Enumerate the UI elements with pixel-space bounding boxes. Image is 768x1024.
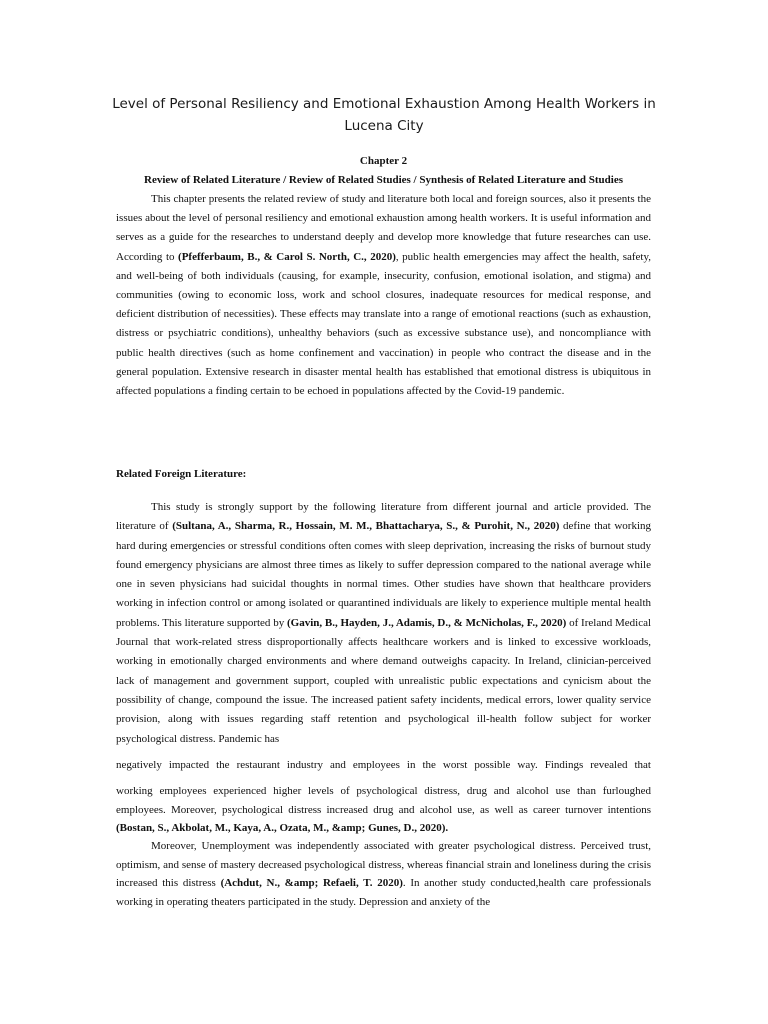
citation: (Sultana, A., Sharma, R., Hossain, M. M., Bhattacharya, S., & Purohit, N., 2020) [172, 520, 560, 533]
document-title: Level of Personal Resiliency and Emotional Exhaustion Among Health Workers in Lucena City [112, 96, 656, 134]
intro-paragraph [116, 190, 651, 401]
citation: (Achdut, N., &amp; Refaeli, T. 2020) [220, 877, 403, 890]
citation: (Pfefferbaum, B., & Carol S. North, C., 2020) [178, 250, 396, 263]
intro-text: This chapter presents the related review of study and literature both local and foreign sources, also it presents the issues about the level of personal resiliency and emotional exhaustion among health workers. It is useful information and serves as a guide for the researches to understand deeply and develop more knowledge that future researches can use. According to [116, 193, 651, 263]
foreign-paragraph-1-end [116, 782, 651, 838]
paragraph-text: This study is strongly support by the following literature from different journal and article provided. The literature of [116, 501, 651, 533]
paragraph-text: define that working hard during emergencies or stressful conditions often comes with sleep deprivation, increasing the risks of burnout study found emergency physicians are almost three times as likely to suffer depression compared to the national average while one in seven physicians had suicidal thoughts in normal times. Other studies have shown that healthcare providers working in infection control or among isolated or quarantined individuals are likely to experience multiple mental health problems. This literature supported by [116, 520, 652, 629]
chapter-heading: Chapter 2 [359, 155, 408, 167]
intro-text: , public health emergencies may affect the health, safety, and well-being of both individuals (causing, for example, insecurity, confusion, emotional isolation, and stigma) and communities (owing to economic loss, work and school closures, inadequate resources for medical response, and deficient distribution of necessities). These effects may translate into a range of emotional reactions (such as exhaustion, distress or psychiatric conditions), unhealthy behaviors (such as excessive substance use), and noncompliance with public health directives (such as home confinement and vaccination) in people who contract the disease and in the general population. Extensive research in disaster mental health has established that emotional distress is ubiquitous in affected populations a finding certain to be echoed in populations affected by the Covid-19 pandemic. [116, 250, 652, 398]
foreign-literature-heading: Related Foreign Literature: [116, 468, 247, 480]
foreign-paragraph-2 [116, 837, 651, 911]
paragraph-text: Moreover, Unemployment was independently associated with greater psychological distress. Perceived trust, optimism, and sense of mastery decreased psychological distress, whereas financial strain and loneliness during the crisis increased this distress [116, 840, 651, 890]
citation: (Gavin, B., Hayden, J., Adamis, D., & McNicholas, F., 2020) [286, 616, 567, 629]
foreign-paragraph-1-continued: negatively impacted the restaurant industry and employees in the worst possible way. Findings revealed that [116, 759, 651, 771]
foreign-paragraph-1 [116, 498, 651, 749]
citation: (Bostan, S., Akbolat, M., Kaya, A., Ozata, M., &amp; Gunes, D., 2020). [116, 822, 449, 834]
paragraph-text: working employees experienced higher levels of psychological distress, drug and alcohol use than furloughed employees. Moreover, psychological distress increased drug and alcohol use, as well as career turnover intentions [116, 785, 651, 816]
paragraph-text: . In another study conducted,health care professionals working in operating theaters participated in the study. Depression and anxiety of the [116, 877, 652, 908]
chapter-subtitle: Review of Related Literature / Review of Related Studies / Synthesis of Related Literature and Studies [144, 174, 623, 186]
paragraph-text: of Ireland Medical Journal that work-related stress disproportionally affects healthcare workers and is linked to excessive workloads, working in emotionally charged environments and where demand outweighs capacity. In Ireland, clinician-perceived lack of management and government support, coupled with unrealistic public expectations and cynicism about the possibility of change, compound the issue. The increased patient safety incidents, medical errors, lower quality service provision, along with issues regarding staff retention and psychological ill-health follow subject for worker psychological distress. Pandemic has [116, 616, 652, 745]
